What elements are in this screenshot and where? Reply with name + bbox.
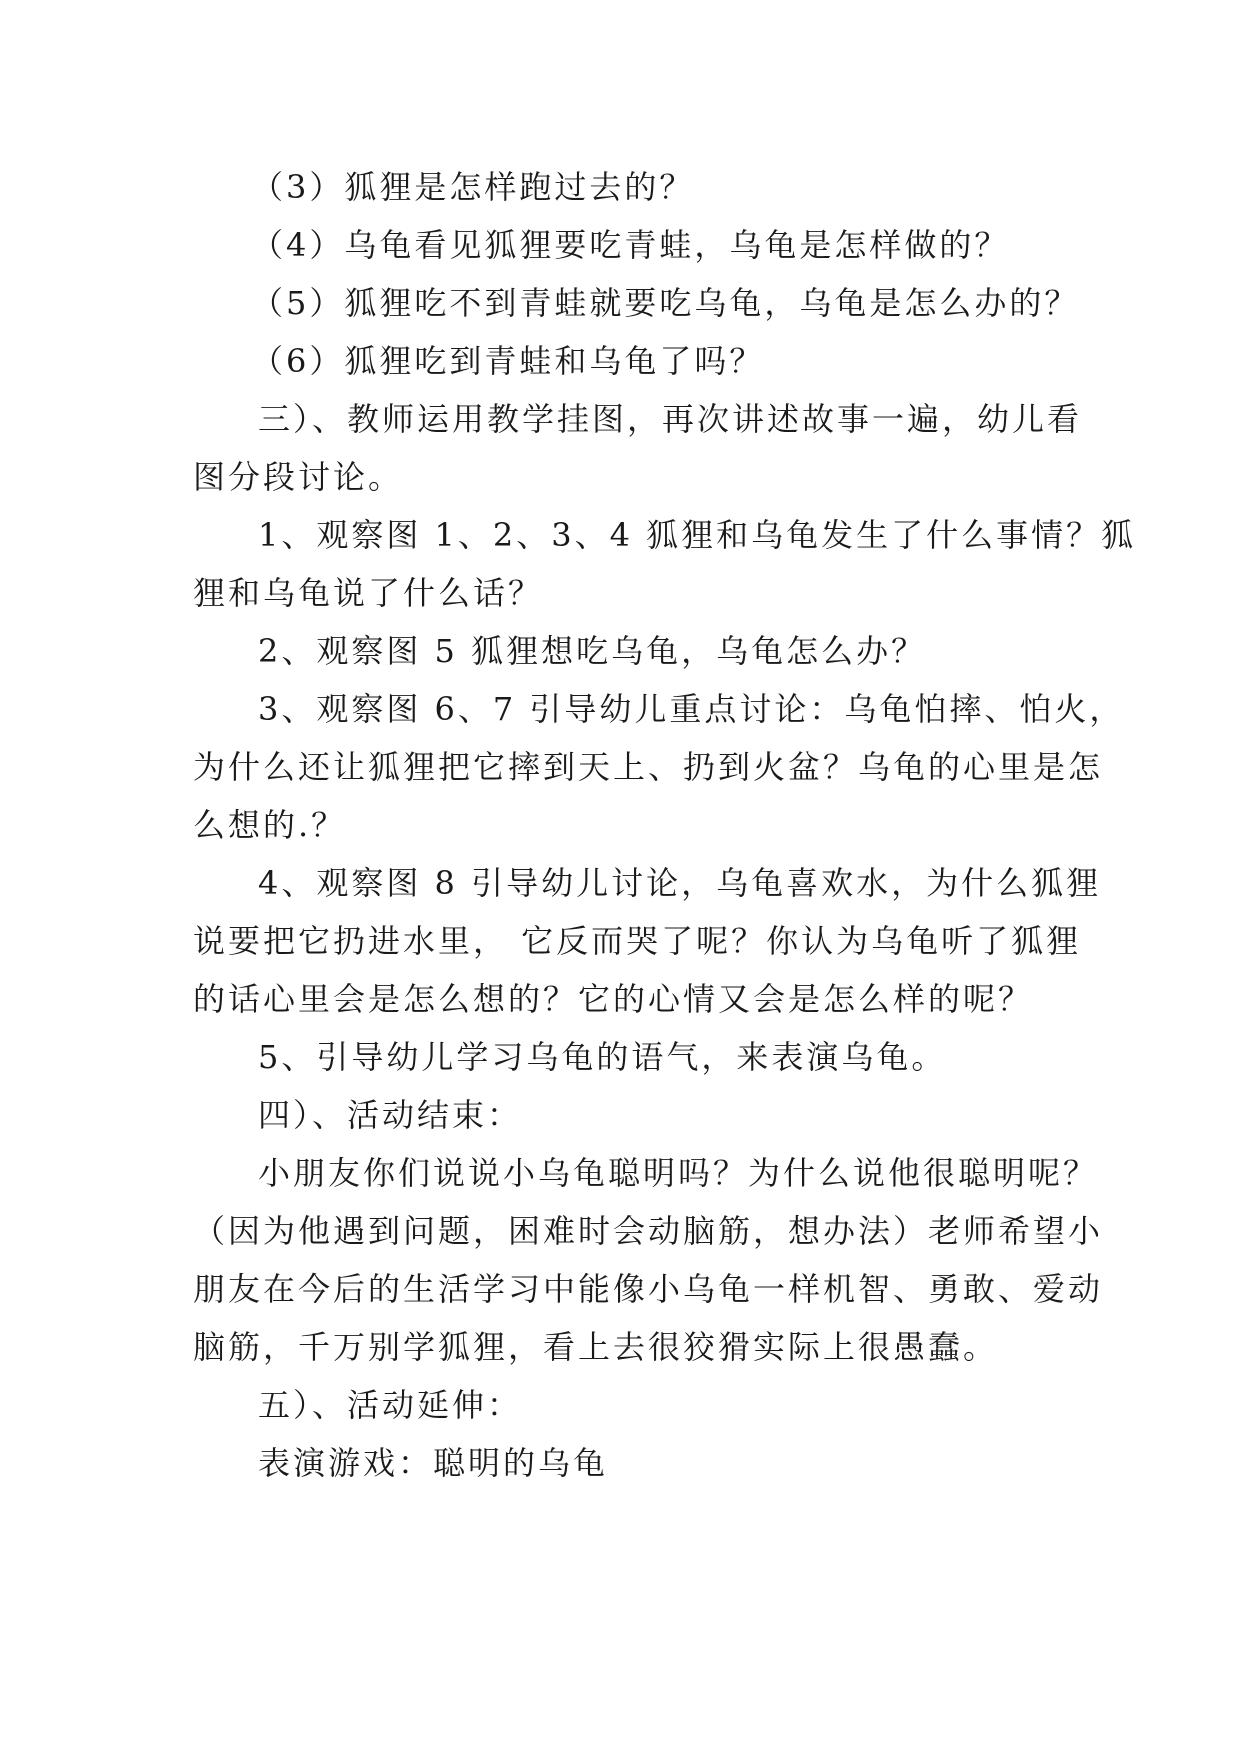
question-4: （4）乌龟看见狐狸要吃青蛙，乌龟是怎样做的？ xyxy=(251,226,1010,264)
step-3-cont-2: 么想的.？ xyxy=(193,806,347,844)
closing-paragraph-cont-3: 脑筋，千万别学狐狸，看上去很狡猾实际上很愚蠢。 xyxy=(193,1328,999,1366)
step-1: 1、观察图 1、2、3、4 狐狸和乌龟发生了什么事情？狐 xyxy=(258,516,1137,554)
closing-paragraph: 小朋友你们说说小乌龟聪明吗？为什么说他很聪明呢？ xyxy=(258,1154,1099,1192)
section-3-heading: 三）、教师运用教学挂图，再次讲述故事一遍，幼儿看 xyxy=(258,400,1083,438)
step-4-cont-2: 的话心里会是怎么想的？它的心情又会是怎么样的呢？ xyxy=(193,980,1034,1018)
closing-paragraph-cont-2: 朋友在今后的生活学习中能像小乌龟一样机智、勇敢、爱动 xyxy=(193,1270,1104,1308)
question-3: （3）狐狸是怎样跑过去的？ xyxy=(251,168,695,206)
question-6: （6）狐狸吃到青蛙和乌龟了吗？ xyxy=(251,342,765,380)
step-3: 3、观察图 6、7 引导幼儿重点讨论：乌龟怕摔、怕火， xyxy=(258,690,1125,728)
step-4: 4、观察图 8 引导幼儿讨论，乌龟喜欢水，为什么狐狸 xyxy=(258,864,1102,902)
step-1-cont: 狸和乌龟说了什么话？ xyxy=(193,574,544,612)
step-4-cont-1: 说要把它扔进水里， 它反而哭了呢？你认为乌龟听了狐狸 xyxy=(193,922,1082,960)
step-2: 2、观察图 5 狐狸想吃乌龟，乌龟怎么办？ xyxy=(258,632,927,670)
extension-activity: 表演游戏：聪明的乌龟 xyxy=(258,1444,609,1482)
step-5: 5、引导幼儿学习乌龟的语气，来表演乌龟。 xyxy=(258,1038,947,1076)
section-3-heading-cont: 图分段讨论。 xyxy=(193,458,404,496)
section-5-heading: 五）、活动延伸： xyxy=(258,1386,523,1424)
step-3-cont-1: 为什么还让狐狸把它摔到天上、扔到火盆？乌龟的心里是怎 xyxy=(193,748,1104,786)
question-5: （5）狐狸吃不到青蛙就要吃乌龟，乌龟是怎么办的？ xyxy=(251,284,1080,322)
closing-paragraph-cont-1: （因为他遇到问题，困难时会动脑筋，想办法）老师希望小 xyxy=(193,1212,1104,1250)
section-4-heading: 四）、活动结束： xyxy=(258,1096,523,1134)
